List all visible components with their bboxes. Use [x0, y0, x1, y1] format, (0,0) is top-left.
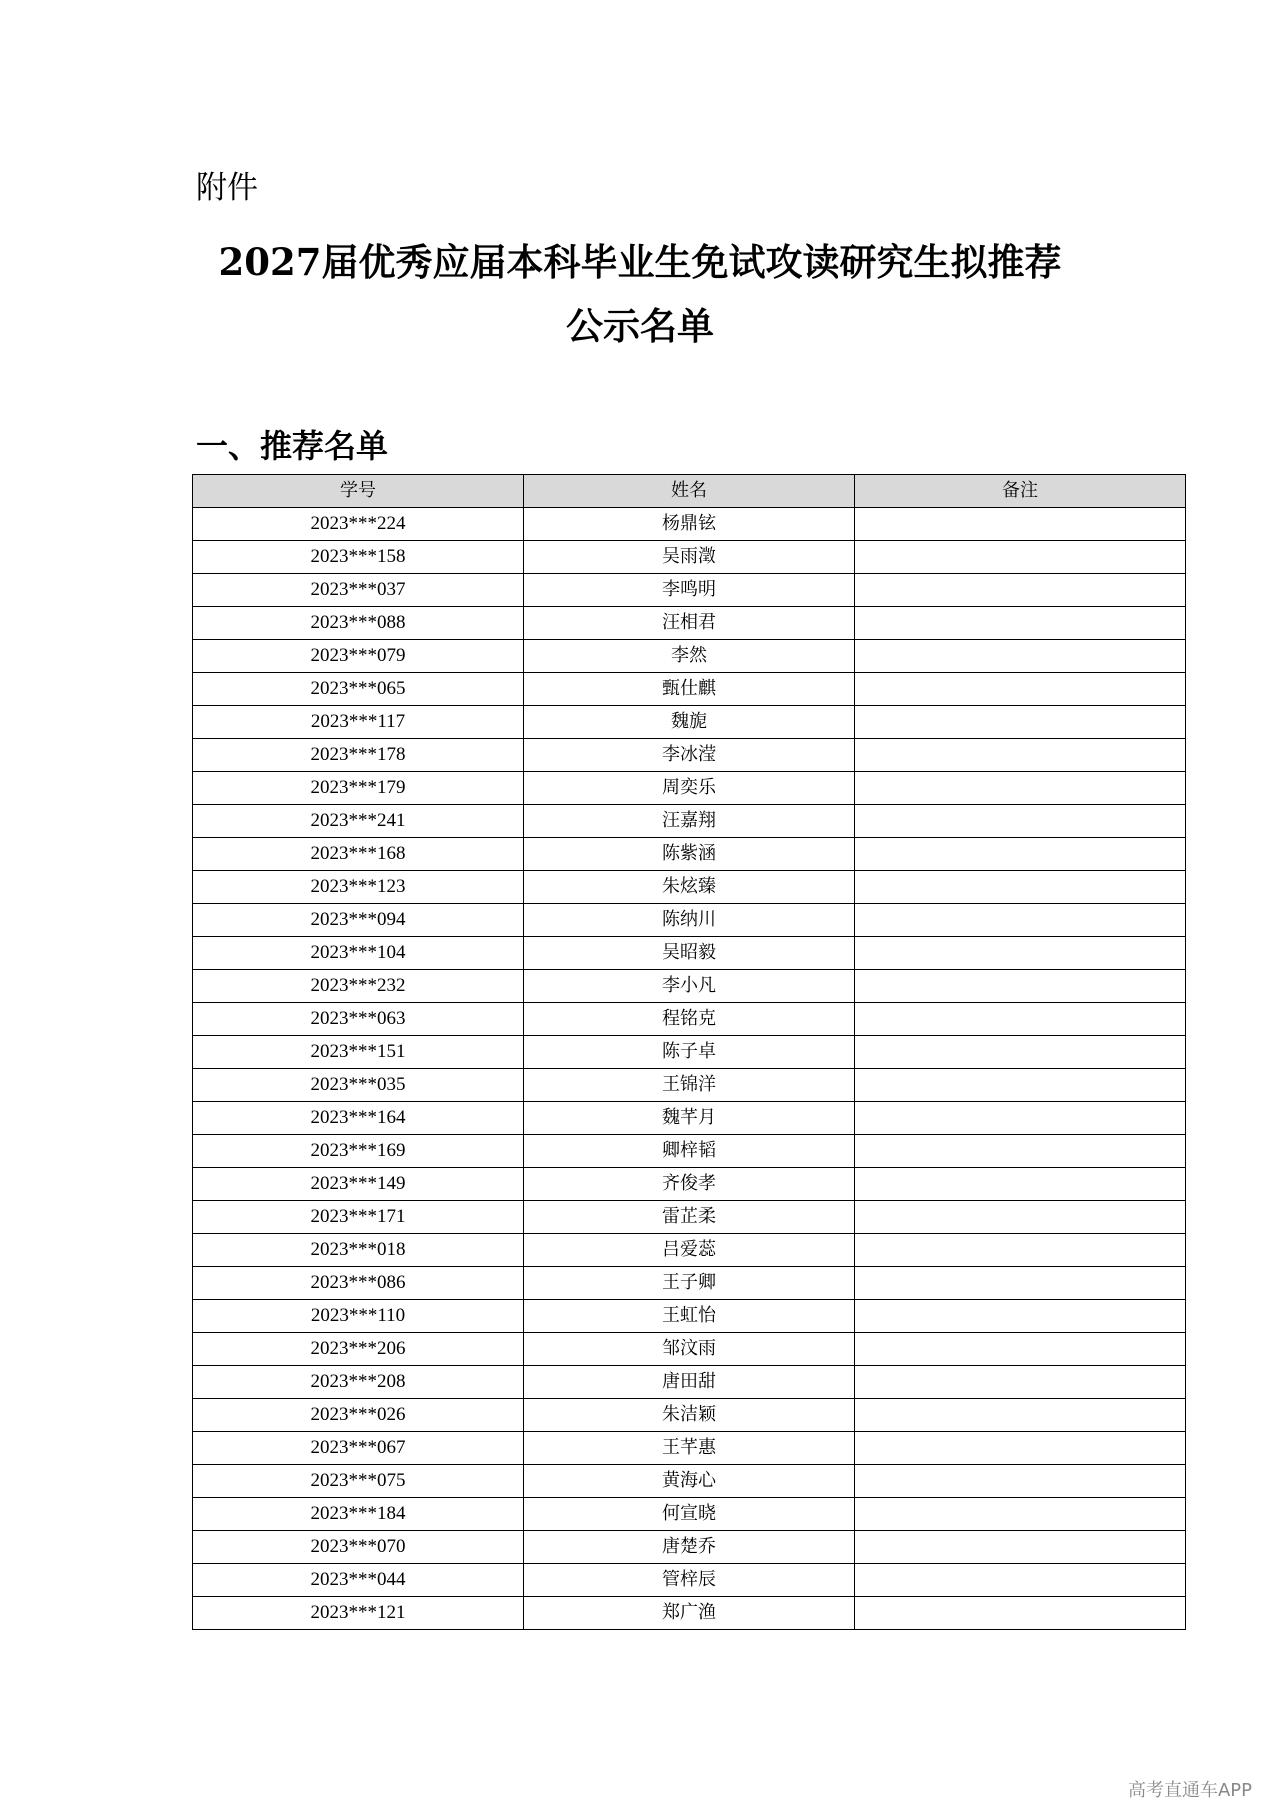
document-title-line-2: 公示名单: [566, 304, 714, 348]
student-id-cell: 2023***178: [193, 739, 524, 772]
student-name-cell: 吴昭毅: [524, 937, 855, 970]
note-cell: [855, 574, 1186, 607]
student-name-cell: 程铭克: [524, 1003, 855, 1036]
student-id-cell: 2023***224: [193, 508, 524, 541]
table-row: [193, 1069, 1186, 1102]
student-name-cell: 王虹怡: [524, 1300, 855, 1333]
student-id-cell: 2023***164: [193, 1102, 524, 1135]
student-name-cell: 吕爱蕊: [524, 1234, 855, 1267]
student-name-cell: 吴雨澂: [524, 541, 855, 574]
recommendation-table: [192, 474, 1186, 1630]
student-name-cell: 魏旎: [524, 706, 855, 739]
student-id-cell: 2023***179: [193, 772, 524, 805]
student-id-cell: 2023***063: [193, 1003, 524, 1036]
attachment-label: 附件: [196, 170, 258, 206]
student-id-cell: 2023***151: [193, 1036, 524, 1069]
note-cell: [855, 1069, 1186, 1102]
student-name-cell: 杨鼎铉: [524, 508, 855, 541]
student-name-cell: 齐俊孝: [524, 1168, 855, 1201]
student-id-cell: 2023***065: [193, 673, 524, 706]
student-id-cell: 2023***079: [193, 640, 524, 673]
student-name-cell: 雷芷柔: [524, 1201, 855, 1234]
note-cell: [855, 1333, 1186, 1366]
student-id-cell: 2023***044: [193, 1564, 524, 1597]
table-row: [193, 1135, 1186, 1168]
student-id-cell: 2023***086: [193, 1267, 524, 1300]
note-cell: [855, 1432, 1186, 1465]
note-cell: [855, 1564, 1186, 1597]
student-id-cell: 2023***070: [193, 1531, 524, 1564]
note-cell: [855, 1465, 1186, 1498]
student-id-cell: 2023***206: [193, 1333, 524, 1366]
note-cell: [855, 937, 1186, 970]
note-cell: [855, 739, 1186, 772]
note-cell: [855, 1531, 1186, 1564]
note-cell: [855, 673, 1186, 706]
student-id-cell: 2023***171: [193, 1201, 524, 1234]
student-name-cell: 王芊惠: [524, 1432, 855, 1465]
table-row: [193, 1399, 1186, 1432]
student-id-cell: 2023***158: [193, 541, 524, 574]
student-name-cell: 陈紫涵: [524, 838, 855, 871]
student-name-cell: 朱洁颖: [524, 1399, 855, 1432]
note-cell: [855, 772, 1186, 805]
table-row: [193, 1366, 1186, 1399]
note-cell: [855, 904, 1186, 937]
student-name-cell: 郑广渔: [524, 1597, 855, 1630]
student-name-cell: 唐楚乔: [524, 1531, 855, 1564]
table-row: [193, 1333, 1186, 1366]
table-row: [193, 937, 1186, 970]
note-cell: [855, 1300, 1186, 1333]
column-header-student-id: 学号: [193, 475, 524, 508]
student-id-cell: 2023***035: [193, 1069, 524, 1102]
student-id-cell: 2023***088: [193, 607, 524, 640]
note-cell: [855, 1498, 1186, 1531]
student-name-cell: 王锦洋: [524, 1069, 855, 1102]
student-name-cell: 唐田甜: [524, 1366, 855, 1399]
table-row: [193, 1465, 1186, 1498]
table-row: [193, 706, 1186, 739]
student-id-cell: 2023***123: [193, 871, 524, 904]
student-id-cell: 2023***104: [193, 937, 524, 970]
note-cell: [855, 1201, 1186, 1234]
table-row: [193, 574, 1186, 607]
table-row: [193, 1300, 1186, 1333]
student-name-cell: 周奕乐: [524, 772, 855, 805]
note-cell: [855, 871, 1186, 904]
table-row: [193, 1597, 1186, 1630]
table-row: [193, 904, 1186, 937]
watermark: 高考直通车APP: [1127, 1780, 1252, 1801]
student-name-cell: 王子卿: [524, 1267, 855, 1300]
document-title-line-1: 2027届优秀应届本科毕业生免试攻读研究生拟推荐: [218, 240, 1062, 284]
table-row: [193, 1432, 1186, 1465]
student-id-cell: 2023***110: [193, 1300, 524, 1333]
note-cell: [855, 838, 1186, 871]
column-header-name: 姓名: [524, 475, 855, 508]
student-name-cell: 汪相君: [524, 607, 855, 640]
recommendation-table-container: [192, 474, 1185, 1630]
note-cell: [855, 1036, 1186, 1069]
student-name-cell: 管梓辰: [524, 1564, 855, 1597]
note-cell: [855, 607, 1186, 640]
student-name-cell: 甄仕麒: [524, 673, 855, 706]
student-name-cell: 黄海心: [524, 1465, 855, 1498]
student-id-cell: 2023***067: [193, 1432, 524, 1465]
student-id-cell: 2023***208: [193, 1366, 524, 1399]
note-cell: [855, 970, 1186, 1003]
table-row: [193, 805, 1186, 838]
table-row: [193, 1498, 1186, 1531]
note-cell: [855, 1168, 1186, 1201]
student-id-cell: 2023***026: [193, 1399, 524, 1432]
student-name-cell: 陈子卓: [524, 1036, 855, 1069]
note-cell: [855, 508, 1186, 541]
student-name-cell: 邹汶雨: [524, 1333, 855, 1366]
table-row: [193, 1036, 1186, 1069]
table-body: [193, 508, 1186, 1630]
student-id-cell: 2023***241: [193, 805, 524, 838]
student-name-cell: 李鸣明: [524, 574, 855, 607]
table-row: [193, 607, 1186, 640]
student-id-cell: 2023***037: [193, 574, 524, 607]
student-name-cell: 李然: [524, 640, 855, 673]
note-cell: [855, 1597, 1186, 1630]
student-name-cell: 李小凡: [524, 970, 855, 1003]
table-row: [193, 1564, 1186, 1597]
student-id-cell: 2023***018: [193, 1234, 524, 1267]
table-row: [193, 970, 1186, 1003]
table-row: [193, 1102, 1186, 1135]
student-name-cell: 陈纳川: [524, 904, 855, 937]
table-row: [193, 1003, 1186, 1036]
note-cell: [855, 805, 1186, 838]
student-name-cell: 朱炫臻: [524, 871, 855, 904]
student-name-cell: 汪嘉翔: [524, 805, 855, 838]
student-id-cell: 2023***169: [193, 1135, 524, 1168]
table-row: [193, 673, 1186, 706]
student-name-cell: 卿梓韬: [524, 1135, 855, 1168]
column-header-note: 备注: [855, 475, 1186, 508]
table-row: [193, 739, 1186, 772]
note-cell: [855, 1366, 1186, 1399]
table-header-row: [193, 475, 1186, 508]
table-row: [193, 838, 1186, 871]
student-name-cell: 李冰滢: [524, 739, 855, 772]
student-name-cell: 何宣晓: [524, 1498, 855, 1531]
note-cell: [855, 706, 1186, 739]
section-heading: 一、推荐名单: [196, 427, 389, 465]
student-id-cell: 2023***121: [193, 1597, 524, 1630]
student-name-cell: 魏芊月: [524, 1102, 855, 1135]
student-id-cell: 2023***149: [193, 1168, 524, 1201]
table-row: [193, 541, 1186, 574]
note-cell: [855, 1234, 1186, 1267]
table-row: [193, 1531, 1186, 1564]
note-cell: [855, 1267, 1186, 1300]
table-row: [193, 772, 1186, 805]
student-id-cell: 2023***184: [193, 1498, 524, 1531]
table-row: [193, 1168, 1186, 1201]
note-cell: [855, 1102, 1186, 1135]
note-cell: [855, 1003, 1186, 1036]
student-id-cell: 2023***075: [193, 1465, 524, 1498]
table-row: [193, 1267, 1186, 1300]
student-id-cell: 2023***094: [193, 904, 524, 937]
note-cell: [855, 1135, 1186, 1168]
table-row: [193, 640, 1186, 673]
table-row: [193, 508, 1186, 541]
student-id-cell: 2023***117: [193, 706, 524, 739]
table-row: [193, 1201, 1186, 1234]
note-cell: [855, 640, 1186, 673]
table-row: [193, 1234, 1186, 1267]
table-row: [193, 871, 1186, 904]
note-cell: [855, 541, 1186, 574]
student-id-cell: 2023***232: [193, 970, 524, 1003]
student-id-cell: 2023***168: [193, 838, 524, 871]
note-cell: [855, 1399, 1186, 1432]
